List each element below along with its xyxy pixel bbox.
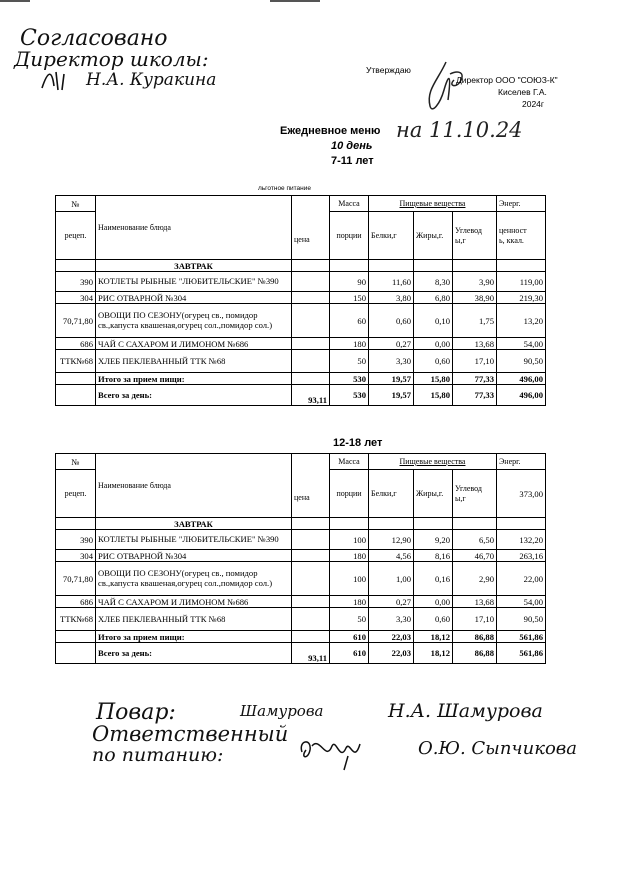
cook-name: Н.А. Шамурова — [388, 700, 543, 722]
cell-fat: 0,60 — [414, 350, 453, 373]
col-carb — [453, 470, 497, 518]
cell-fat: 15,80 — [414, 385, 453, 406]
approval-left-line2: Директор школы: — [14, 47, 209, 71]
cell-dish: КОТЛЕТЫ РЫБНЫЕ "ЛЮБИТЕЛЬСКИЕ" №390 — [96, 530, 292, 550]
cell-carb: 38,90 — [453, 292, 497, 304]
cell-price: 93,11 — [292, 385, 330, 406]
cell-fat: 8,30 — [414, 272, 453, 292]
cell-mass: 60 — [330, 304, 369, 338]
cell-fat: 0,16 — [414, 562, 453, 596]
cell-energy: 90,50 — [497, 350, 546, 373]
cell-protein: 22,03 — [369, 631, 414, 643]
col-portion: порции — [330, 470, 369, 518]
section-title: ЗАВТРАК — [96, 518, 292, 530]
cell-fat: 18,12 — [414, 631, 453, 643]
cell-recipe: 304 — [56, 292, 96, 304]
total-label: Всего за день: — [96, 643, 292, 664]
subtotal-row — [56, 373, 546, 385]
approval-right-position: Директор ООО "СОЮЗ-К" — [456, 75, 558, 85]
col-mass: Масса — [330, 196, 369, 212]
responsible-name: О.Ю. Сыпчикова — [418, 738, 578, 759]
cell-dish: ХЛЕБ ПЕКЛЕВАННЫЙ ТТК №68 — [96, 608, 292, 631]
cell-protein: 12,90 — [369, 530, 414, 550]
col-price: цена — [292, 454, 330, 518]
subtotal-label: Итого за прием пищи: — [96, 373, 292, 385]
cell-carb: 13,68 — [453, 596, 497, 608]
cell-carb: 77,33 — [453, 373, 497, 385]
table-row — [56, 608, 546, 631]
cell-fat: 0,60 — [414, 608, 453, 631]
table-row — [56, 550, 546, 562]
cell-fat: 0,10 — [414, 304, 453, 338]
col-dish: Наименование блюда — [96, 196, 292, 260]
col-carb-l1: Углевод — [455, 484, 482, 493]
cell-dish: РИС ОТВАРНОЙ №304 — [96, 550, 292, 562]
cell-dish: РИС ОТВАРНОЙ №304 — [96, 292, 292, 304]
cell-dish: ЧАЙ С САХАРОМ И ЛИМОНОМ №686 — [96, 338, 292, 350]
cell-energy: 263,16 — [497, 550, 546, 562]
cell-protein: 22,03 — [369, 643, 414, 664]
total-row — [56, 643, 546, 664]
col-nutrients: Пищевые вещества — [369, 454, 497, 470]
cell-carb: 13,68 — [453, 338, 497, 350]
col-energy-l2: ь, ккал. — [499, 235, 524, 245]
date-handwritten: на 11.10.24 — [396, 118, 523, 142]
cell-recipe: ТТК№68 — [56, 350, 96, 373]
subtotal-row — [56, 631, 546, 643]
table-row — [56, 596, 546, 608]
cell-carb: 6,50 — [453, 530, 497, 550]
cell-recipe: 70,71,80 — [56, 562, 96, 596]
menu-table-7-11 — [55, 195, 546, 406]
cell-energy: 90,50 — [497, 608, 546, 631]
col-nutrients: Пищевые вещества — [369, 196, 497, 212]
cell-fat: 0,00 — [414, 596, 453, 608]
cell-protein: 0,27 — [369, 338, 414, 350]
cell-energy: 561,86 — [497, 631, 546, 643]
cell-energy: 561,86 — [497, 643, 546, 664]
cell-fat: 8,16 — [414, 550, 453, 562]
age-group-2: 12-18 лет — [333, 437, 383, 449]
cell-energy: 496,00 — [497, 385, 546, 406]
section-title: ЗАВТРАК — [96, 260, 292, 272]
col-energy-l1: ценност — [499, 226, 527, 235]
cell-recipe: 390 — [56, 272, 96, 292]
cell-mass: 180 — [330, 550, 369, 562]
cell-protein: 19,57 — [369, 385, 414, 406]
col-protein: Белки,г — [369, 212, 414, 260]
page-title: Ежедневное меню — [280, 125, 381, 137]
col-mass: Масса — [330, 454, 369, 470]
scan-mark — [270, 0, 320, 2]
cell-recipe: ТТК№68 — [56, 608, 96, 631]
table-row — [56, 562, 546, 596]
menu-table-12-18 — [55, 453, 546, 664]
cell-mass: 150 — [330, 292, 369, 304]
table-row — [56, 530, 546, 550]
cell-carb: 86,88 — [453, 631, 497, 643]
cell-protein: 11,60 — [369, 272, 414, 292]
cell-mass: 610 — [330, 631, 369, 643]
menu-day: 10 день — [331, 140, 373, 152]
cell-carb: 17,10 — [453, 350, 497, 373]
cell-recipe: 686 — [56, 338, 96, 350]
director-signature — [418, 60, 488, 115]
cell-energy: 22,00 — [497, 562, 546, 596]
col-dish: Наименование блюда — [96, 454, 292, 518]
total-row — [56, 385, 546, 406]
col-carb-l2: ы,г — [455, 493, 466, 503]
cell-mass: 180 — [330, 338, 369, 350]
col-recipe: рецеп. — [56, 470, 96, 518]
cell-carb: 3,90 — [453, 272, 497, 292]
cell-mass: 530 — [330, 385, 369, 406]
cell-protein: 19,57 — [369, 373, 414, 385]
cell-price: 93,11 — [292, 643, 330, 664]
cell-recipe: 390 — [56, 530, 96, 550]
cell-carb: 1,75 — [453, 304, 497, 338]
cell-fat: 18,12 — [414, 643, 453, 664]
cell-fat: 6,80 — [414, 292, 453, 304]
cell-protein: 4,56 — [369, 550, 414, 562]
scan-mark — [0, 0, 30, 2]
cell-dish: ОВОЩИ ПО СЕЗОНУ(огурец св., помидор св.,капуста квашеная,огурец сол.,помидор сол.) — [96, 562, 292, 596]
cell-mass: 50 — [330, 350, 369, 373]
cell-protein: 3,30 — [369, 350, 414, 373]
age-group-1: 7-11 лет — [331, 155, 374, 167]
table-row — [56, 304, 546, 338]
table-row — [56, 292, 546, 304]
table-row — [56, 272, 546, 292]
table-row — [56, 350, 546, 373]
cell-energy: 132,20 — [497, 530, 546, 550]
cell-energy: 13,20 — [497, 304, 546, 338]
responsible-label-2: по питанию: — [92, 744, 224, 766]
col-energy: Энерг. — [497, 454, 546, 470]
cell-energy: 54,00 — [497, 338, 546, 350]
cell-mass: 610 — [330, 643, 369, 664]
cell-recipe: 686 — [56, 596, 96, 608]
col-price: цена — [292, 196, 330, 260]
cell-fat: 15,80 — [414, 373, 453, 385]
approval-left-line1: Согласовано — [20, 26, 168, 51]
cell-energy: 54,00 — [497, 596, 546, 608]
cell-mass: 100 — [330, 530, 369, 550]
cell-protein: 0,60 — [369, 304, 414, 338]
cell-carb: 2,90 — [453, 562, 497, 596]
cell-recipe: 304 — [56, 550, 96, 562]
col-energy: Энерг. — [497, 196, 546, 212]
col-fat: Жиры,г. — [414, 470, 453, 518]
cell-mass: 180 — [330, 596, 369, 608]
col-carb-l2: ы,г — [455, 235, 466, 245]
cook-signature: Шамурова — [240, 702, 324, 720]
cell-dish: КОТЛЕТЫ РЫБНЫЕ "ЛЮБИТЕЛЬСКИЕ" №390 — [96, 272, 292, 292]
approval-left-name: Н.А. Куракина — [86, 70, 217, 90]
cell-carb: 77,33 — [453, 385, 497, 406]
cell-energy: 496,00 — [497, 373, 546, 385]
col-fat: Жиры,г. — [414, 212, 453, 260]
cell-dish: ОВОЩИ ПО СЕЗОНУ(огурец св., помидор св.,капуста квашеная,огурец сол.,помидор сол.) — [96, 304, 292, 338]
cell-carb: 46,70 — [453, 550, 497, 562]
approval-right-year: 2024г — [522, 99, 545, 109]
responsible-label-1: Ответственный — [92, 722, 289, 746]
cell-carb: 17,10 — [453, 608, 497, 631]
cell-protein: 1,00 — [369, 562, 414, 596]
subtotal-label: Итого за прием пищи: — [96, 631, 292, 643]
cell-mass: 90 — [330, 272, 369, 292]
cell-energy: 119,00 — [497, 272, 546, 292]
cell-mass: 100 — [330, 562, 369, 596]
col-recipe: рецеп. — [56, 212, 96, 260]
cell-fat: 0,00 — [414, 338, 453, 350]
col-num: № — [56, 196, 96, 212]
table-row — [56, 338, 546, 350]
cell-energy: 219,30 — [497, 292, 546, 304]
cell-protein: 3,30 — [369, 608, 414, 631]
col-energy-value — [497, 212, 546, 260]
total-label: Всего за день: — [96, 385, 292, 406]
cook-label: Повар: — [96, 700, 176, 725]
col-portion: порции — [330, 212, 369, 260]
col-carb-l1: Углевод — [455, 226, 482, 235]
benefit-note: льготное питание — [258, 185, 311, 192]
cell-protein: 0,27 — [369, 596, 414, 608]
cell-mass: 530 — [330, 373, 369, 385]
cell-carb: 86,88 — [453, 643, 497, 664]
col-carb — [453, 212, 497, 260]
cell-fat: 9,20 — [414, 530, 453, 550]
col-energy-header-value: 373,00 — [497, 470, 546, 518]
cell-mass: 50 — [330, 608, 369, 631]
cell-dish: ЧАЙ С САХАРОМ И ЛИМОНОМ №686 — [96, 596, 292, 608]
approval-right-label: Утверждаю — [366, 65, 411, 75]
col-num: № — [56, 454, 96, 470]
signature-mark — [38, 66, 78, 96]
cell-protein: 3,80 — [369, 292, 414, 304]
responsible-signature — [296, 732, 376, 772]
col-protein: Белки,г — [369, 470, 414, 518]
cell-dish: ХЛЕБ ПЕКЛЕВАННЫЙ ТТК №68 — [96, 350, 292, 373]
cell-recipe: 70,71,80 — [56, 304, 96, 338]
approval-right-name: Киселев Г.А. — [498, 87, 547, 97]
